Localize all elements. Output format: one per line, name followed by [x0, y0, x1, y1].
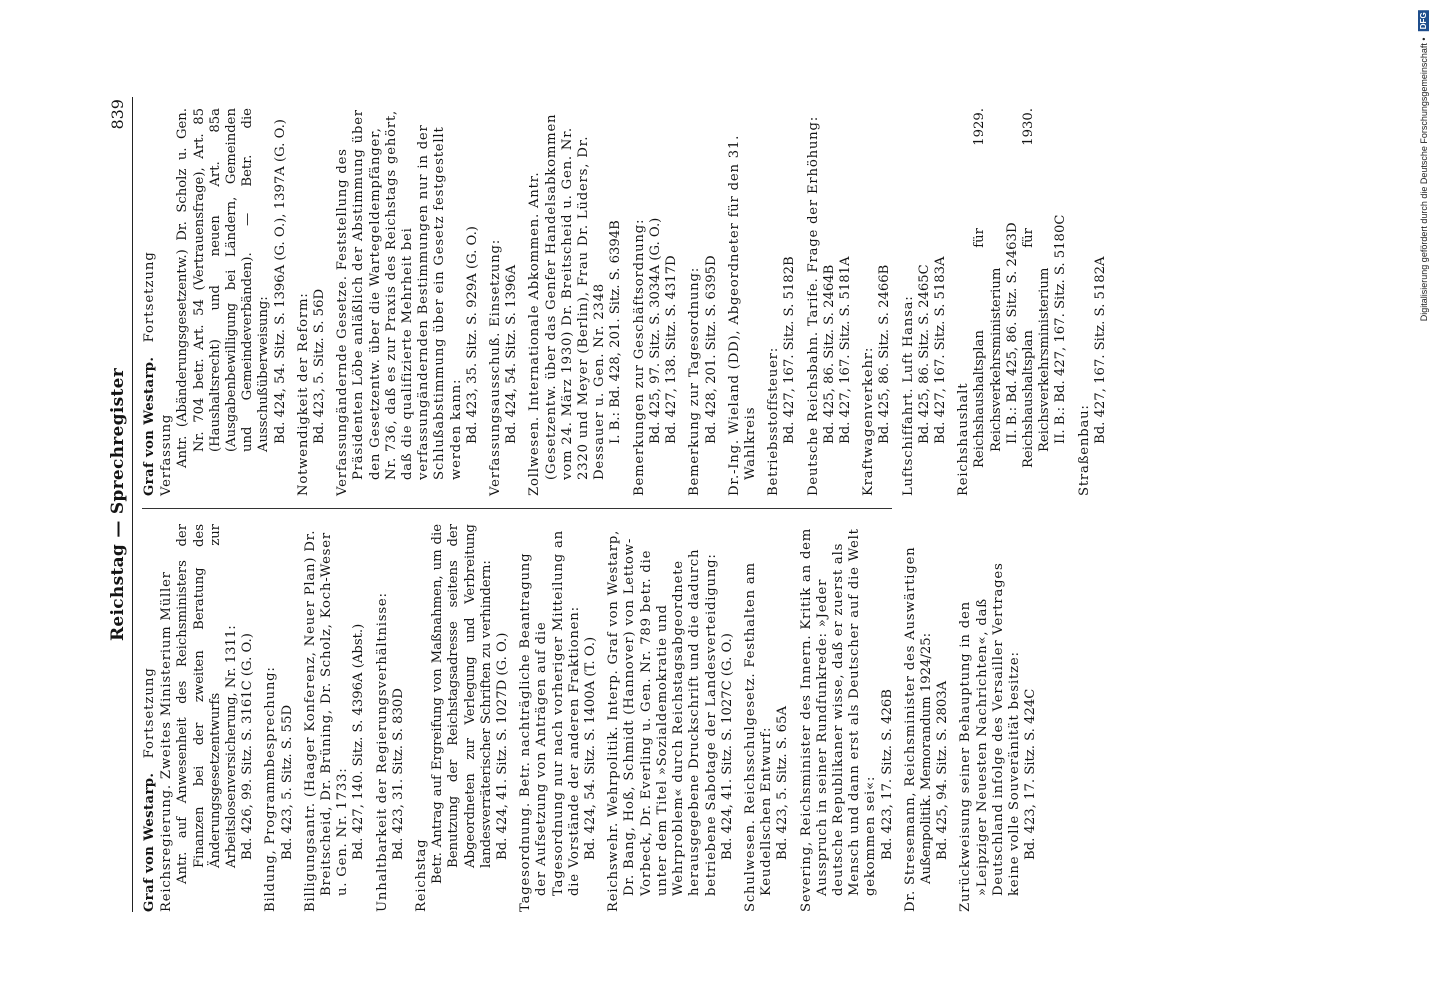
volume-reference: Bd. 423, 35. Sitz. S. 929A (G. O.) — [464, 226, 480, 444]
volume-reference: Bd. 423, 5. Sitz. S. 65A — [775, 706, 791, 860]
entry-topic: Reichshaushalt — [956, 382, 972, 496]
register-page — [108, 97, 1298, 912]
continuation-label: Fortsetzung — [142, 251, 157, 343]
register-entry — [527, 108, 624, 496]
entry-topic: Billigungsantr. (Haager Konferenz, Neuer Plan) Dr. Breitscheid, Dr. Brüning, Dr. Scholz, Koch-Weser u. Gen. Nr. 1733: — [302, 529, 351, 912]
entry-topic: Reichstag — [414, 838, 430, 912]
register-entry — [727, 108, 759, 496]
column-divider — [142, 508, 892, 509]
entry-text: Antr. auf Anwesenheit des Reichsministers der Finanzen bei der zweiten Beratung des Änderungsgesetzentwurfs zur Arbeitslosenversicherung, Nr. 1311: — [175, 524, 240, 884]
volume-reference: I. B.: Bd. 428, 201. Sitz. S. 6394B — [608, 220, 624, 444]
entry-text: Reichshaushaltsplan für 1929. Reichsverkehrsministerium — [972, 108, 1004, 468]
register-entry — [743, 524, 792, 912]
register-entry — [1077, 108, 1109, 496]
register-entry — [632, 108, 681, 496]
register-entry — [296, 108, 328, 496]
entry-topic: Tagesordnung. Betr. nachträgliche Beantragung der Aufsetzung von Anträgen auf die Tagesordnung nur nach vorheriger Mitteilung an die Vorstände der anderen Fraktionen: — [518, 530, 582, 912]
register-entry — [956, 108, 1069, 496]
volume-reference: Bd. 428, 201. Sitz. S. 6395D — [703, 255, 719, 444]
volume-reference: Bd. 424, 41. Sitz. S. 1027C (G. O.) — [719, 633, 735, 860]
entry-text: Betr. Antrag auf Ergreifung von Maßnahmen, um die Benutzung der Reichstagsadresse seitens der Abgeordneten zur Verlegung und Verbreitung landesverräterischer Schriften zu verhindern: — [430, 524, 494, 884]
register-entry — [861, 108, 893, 496]
entry-topic: Reichswehr. Wehrpolitik. Interp. Graf von Westarp, Dr. Bang, Hoß, Schmidt (Hannover) von Lettow-Vorbeck, Dr. Everling u. Gen. Nr. 789 betr. die unter dem Titel »Sozialdemokratie und Wehrproblem« durch Reichstagsabgeordnete herausgegebene Druckschrift und die dadurch betriebene Sabotage der Landesverteidigung: — [606, 529, 719, 912]
volume-reference: Bd. 424, 54. Sitz. S. 1400A (T. O.) — [583, 636, 599, 860]
register-entry — [606, 524, 736, 912]
left-column — [142, 524, 1046, 912]
continuation-label: Fortsetzung — [142, 667, 157, 759]
register-entry — [159, 108, 289, 496]
entry-topic: Schulwesen. Reichsschulgesetz. Festhalten am Keudellschen Entwurf: — [742, 562, 775, 912]
register-entry — [375, 524, 407, 912]
register-entry — [901, 108, 950, 496]
register-entry — [958, 524, 1039, 912]
volume-reference: Bd. 425, 94. Sitz. S. 2803A — [935, 680, 951, 860]
page-number: 839 — [108, 99, 127, 130]
volume-reference: Bd. 423, 17. Sitz. S. 426B — [879, 689, 895, 860]
volume-reference: Bd. 425, 86. Sitz. S. 2464B — [821, 264, 837, 444]
entry-topic: Dr.-Ing. Wieland (DD), Abgeordneter für den 31. Wahlkreis — [726, 134, 758, 496]
entry-topic: Bildung, Programmbesprechung: — [263, 666, 279, 912]
volume-reference: Bd. 423, 5. Sitz. S. 55D — [279, 704, 295, 860]
entry-topic: Unhaltbarkeit der Regierungsverhältnisse: — [374, 592, 390, 912]
register-entry — [806, 108, 855, 496]
volume-reference: Bd. 427, 140. Sitz. S. 4396A (Abst.) — [351, 623, 367, 860]
entry-text: Antr. (Abänderungsgesetzentw.) Dr. Scholz u. Gen. Nr. 704 betr. Art. 54 (Vertrauensfrage), Art. 85 (Haushaltsrecht) und neuen Art. 85a (Ausgabenbewilligung bei Ländern, Gemeinden und Gemeindeverbänden). — Betr. die Ausschußüberweisung: — [175, 108, 272, 468]
entry-topic: Kraftwagenverkehr: — [861, 346, 877, 496]
entry-topic: Straßenbau: — [1076, 404, 1092, 496]
entry-topic: Zollwesen. Internationale Abkommen. Antr. (Gesetzentw. über das Genfer Handelsabkommen vom 24. März 1930) Dr. Breitscheid u. Gen. Nr. 2320 und Meyer (Berlin), Frau Dr. Lüders, Dr. Dessauer u. Gen. Nr. 2348 — [527, 113, 608, 496]
entry-topic: Reichsregierung. Zweites Ministerium Müller — [159, 571, 175, 912]
register-entry — [799, 524, 896, 912]
register-entry — [687, 108, 719, 496]
volume-reference: Bd. 424, 41. Sitz. S. 1027D (G. O.) — [495, 632, 511, 860]
entry-topic: Verfassungsausschuß. Einsetzung: — [488, 239, 504, 496]
volume-reference: Bd. 424, 54. Sitz. S. 1396A — [504, 264, 520, 444]
funding-text: Digitalisierung gefördert durch die Deutsche Forschungsgemeinschaft • — [1419, 37, 1429, 322]
entry-topic: Dr. Stresemann, Reichsminister des Auswärtigen — [902, 546, 918, 912]
register-entry — [263, 524, 295, 912]
entry-list — [159, 524, 1039, 912]
volume-reference: Bd. 423, 31. Sitz. S. 830D — [390, 688, 406, 860]
entry-text: Außenpolitik. Memorandum 1924/25: — [918, 632, 934, 884]
register-entry — [159, 524, 256, 912]
register-entry — [488, 108, 520, 496]
volume-reference: Bd. 427, 167. Sitz. S. 5183A — [932, 256, 948, 444]
speaker-name: Graf von Westarp. — [142, 772, 157, 912]
entry-topic: Severing, Reichsminister des Innern. Kritik an dem Ausspruch in seiner Rundfunkrede: »Jeder deutsche Republikaner wisse, daß er zuerst als Mensch und dann erst als Deutscher auf die Welt gekommen sei«: — [798, 527, 879, 912]
dfg-logo-icon: DFG — [1419, 12, 1428, 29]
volume-reference: Bd. 425, 97. Sitz. S. 3034A (G. O.) — [647, 217, 663, 444]
page-title: Reichstag — Sprechregister — [108, 367, 128, 642]
volume-reference: Bd. 426, 99. Sitz. S. 3161C (G. O.) — [240, 633, 256, 860]
register-entry — [414, 524, 511, 912]
volume-reference: Bd. 427, 167. Sitz. S. 5181A — [837, 256, 853, 444]
entry-topic: Zurückweisung seiner Behauptung in den »Leipziger Neuesten Nachrichten«, daß Deutschland infolge des Versailler Vertrages keine volle Souveränität besitze: — [958, 562, 1022, 912]
register-entry — [903, 524, 952, 912]
entry-topic: Betriebsstoffsteuer: — [766, 346, 782, 496]
entry-topic: Deutsche Reichsbahn. Tarife. Frage der Erhöhung: — [805, 116, 821, 496]
entry-topic: Notwendigkeit der Reform: — [295, 292, 311, 496]
volume-reference: Bd. 425, 86. Sitz. S. 2466B — [877, 264, 893, 444]
digitization-note — [1418, 10, 1429, 321]
running-header — [108, 97, 133, 912]
entry-topic: Verfassung — [159, 413, 175, 496]
speaker-name: Graf von Westarp. — [142, 356, 157, 496]
volume-reference: Bd. 427, 167. Sitz. S. 5182A — [1092, 256, 1108, 444]
volume-reference: Bd. 427, 167. Sitz. S. 5182B — [782, 256, 798, 444]
volume-reference: Bd. 424, 54. Sitz. S. 1396A (G. O.), 1397A (G. O.) — [272, 119, 288, 444]
volume-reference: II. B.: Bd. 427, 167. Sitz. S. 5180C — [1053, 214, 1069, 444]
right-column — [142, 108, 1116, 496]
register-entry — [766, 108, 798, 496]
entry-topic: Verfassungändernde Gesetze. Feststellung des Präsidenten Löbe anläßlich der Abstimmung über den Gesetzentw. über die Wartegeldempfänger, Nr. 736, daß es zur Praxis des Reichstags gehört, daß die qualifizierte Mehrheit bei verfassungändernden Bestimmungen nur in der Schlußabstimmung über ein Gesetz festgestellt werden kann: — [335, 109, 464, 496]
entry-topic: Bemerkung zur Tagesordnung: — [687, 267, 703, 496]
column-heading — [142, 524, 158, 912]
register-entry — [518, 524, 599, 912]
column-heading — [142, 108, 158, 496]
volume-reference: Bd. 427, 138. Sitz. S. 4317D — [664, 255, 680, 444]
entry-text: Reichshaushaltsplan für 1930. Reichsverkehrsministerium — [1020, 108, 1053, 468]
register-entry — [335, 108, 481, 496]
register-entry — [303, 524, 368, 912]
volume-reference: Bd. 425, 86. Sitz. S. 2465C — [916, 264, 932, 444]
volume-reference: Bd. 423, 5. Sitz. S. 56D — [312, 288, 328, 444]
entry-list — [159, 108, 1109, 496]
volume-reference: II. B.: Bd. 425, 86. Sitz. S. 2463D — [1004, 222, 1020, 444]
volume-reference: Bd. 423, 17. Sitz. S. 424C — [1023, 688, 1039, 860]
entry-topic: Bemerkungen zur Geschäftsordnung: — [631, 218, 647, 496]
entry-topic: Luftschiffahrt. Luft Hansa: — [900, 295, 916, 496]
